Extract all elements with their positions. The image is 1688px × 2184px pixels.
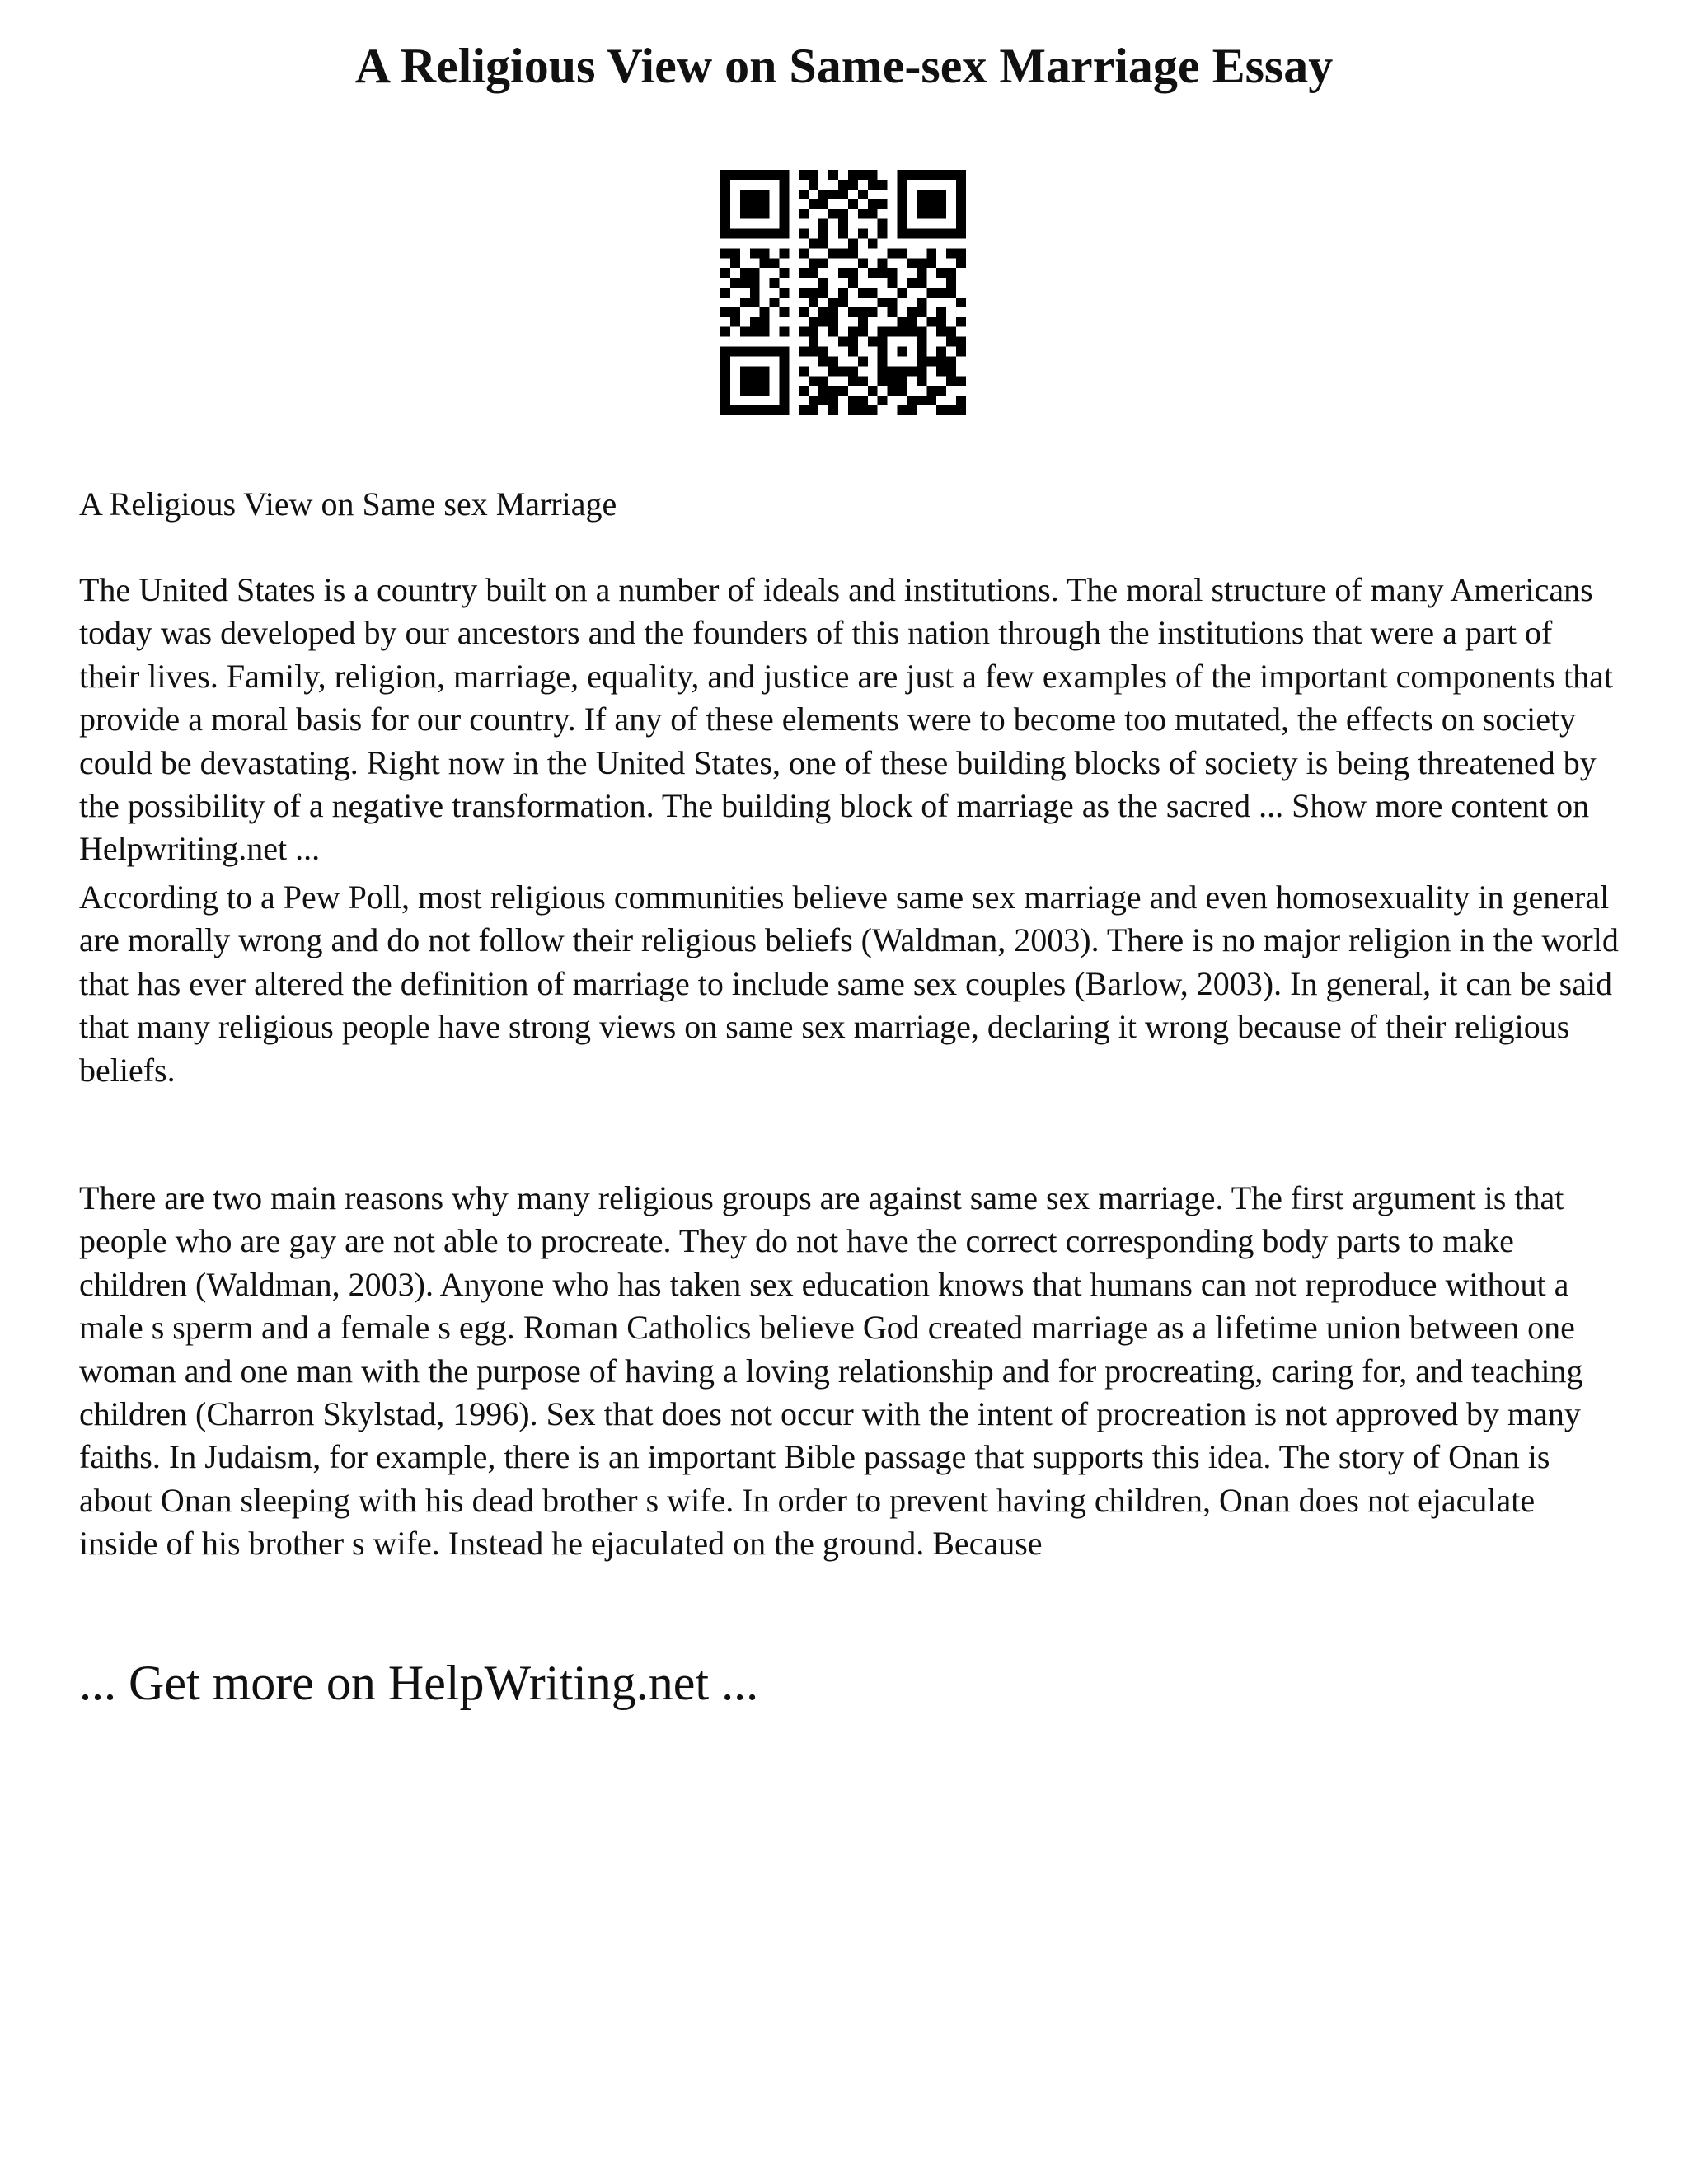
get-more-link[interactable]: ... Get more on HelpWriting.net ... (79, 1656, 759, 1710)
document-subtitle: A Religious View on Same sex Marriage (79, 485, 617, 523)
paragraph-1: The United States is a country built on a number of ideals and institutions. The moral structure of many Americans today was developed by our ancestors and the founders of this nation through the institutions that were a part of their lives. Family, religion, marriage, equality, and justice are just a few examples of the important components that provide a moral basis for our country. If any of these elements were to become too mutated, the effects on society could be devastating. Right now in the United States, one of these building blocks of society is being threatened by the possibility of a negative transformation. The building block of marriage as the sacred ... Show more content on Helpwriting.net ... (79, 571, 1613, 868)
qr-code-icon (720, 170, 966, 415)
paragraph-2: According to a Pew Poll, most religious communities believe same sex marriage and even homosexuality in general are morally wrong and do not follow their religious beliefs (Waldman, 2003). There is no major religion in the world that has ever altered the definition of marriage to include same sex couples (Barlow, 2003). In general, it can be said that many religious people have strong views on same sex marriage, declaring it wrong because of their religious beliefs. (79, 879, 1619, 1089)
document-title: A Religious View on Same-sex Marriage Essay (354, 39, 1334, 93)
paragraph-3: There are two main reasons why many religious groups are against same sex marriage. The first argument is that people who are gay are not able to procreate. They do not have the correct corresponding body parts to make children (Waldman, 2003). Anyone who has taken sex education knows that humans can not reproduce without a male s sperm and a female s egg. Roman Catholics believe God created marriage as a lifetime union between one woman and one man with the purpose of having a loving relationship and for procreating, caring for, and teaching children (Charron Skylstad, 1996). Sex that does not occur with the intent of procreation is not approved by many faiths. In Judaism, for example, there is an important Bible passage that supports this idea. The story of Onan is about Onan sleeping with his dead brother s wife. In order to prevent having children, Onan does not ejaculate inside of his brother s wife. Instead he ejaculated on the ground. Because (79, 1179, 1583, 1563)
